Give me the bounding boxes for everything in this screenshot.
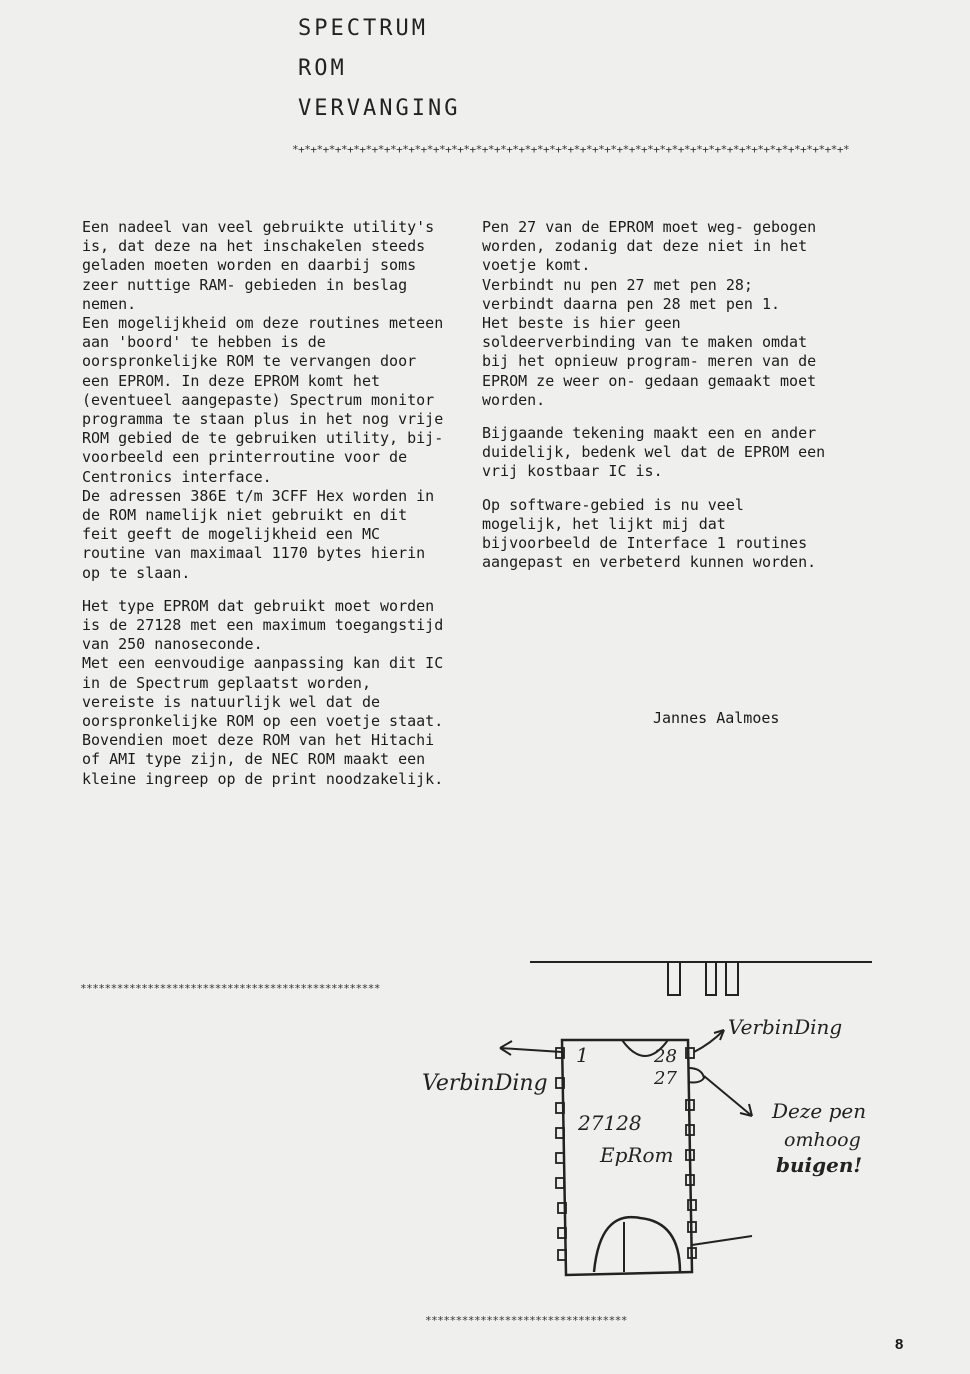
right-paragraph: Op software-gebied is nu veel mogelijk, het lijkt mij dat bijvoorbeeld de Interface 1 routines aangepast en verbeterd kunnen worden. <box>482 495 817 572</box>
pin-27-label: 27 <box>654 1068 677 1089</box>
separator-top: *+*+*+*+*+*+*+*+*+*+*+*+*+*+*+*+*+*+*+*+*+*+*+*+*+*+*+*+*+*+*+*+*+*+*+*+*+*+*+*+*+*+*+*+*+* <box>292 143 850 156</box>
pin-1-label: 1 <box>576 1043 589 1067</box>
note-line-2: omhoog <box>784 1129 861 1151</box>
title-line-2: ROM <box>298 56 347 81</box>
page-number: 8 <box>895 1336 904 1353</box>
author-signature: Jannes Aalmoes <box>653 709 780 727</box>
left-paragraph: De adressen 386E t/m 3CFF Hex worden in de ROM namelijk niet gebruikt en dit feit geeft de mogelijkheid een MC routine van maximaal 1170 bytes hierin op te slaan. <box>82 486 444 582</box>
right-paragraph: Bijgaande tekening maakt een en ander duidelijk, bedenk wel dat de EPROM een vrij kostbaar IC is. <box>482 424 835 481</box>
pin-28-label: 28 <box>654 1046 677 1067</box>
left-paragraph: Het type EPROM dat gebruikt moet worden is de 27128 met een maximum toegangstijd van 250 nanoseconde. <box>82 596 453 654</box>
right-paragraph: Pen 27 van de EPROM moet weg- gebogen worden, zodanig dat deze niet in het voetje komt. <box>482 218 826 275</box>
right-paragraph: Het beste is hier geen soldeerverbinding van te maken omdat bij het opnieuw program- meren van de EPROM ze weer on- gedaan gemaakt moet worden. <box>482 314 826 409</box>
chip-name-label: EpRom <box>600 1143 674 1167</box>
separator-bottom: ********************************* <box>425 1314 628 1327</box>
chip-number-label: 27128 <box>578 1111 642 1135</box>
title-line-3: VERVANGING <box>298 96 461 121</box>
right-paragraph: Verbindt nu pen 27 met pen 28; verbindt daarna pen 28 met pen 1. <box>482 275 781 313</box>
label-verbinding-left: VerbinDing <box>422 1071 548 1096</box>
left-paragraph: Een nadeel van veel gebruikte utility's is, dat deze na het inschakelen steeds geladen moeten worden en daarbij soms zeer nuttige RAM- gebieden in beslag nemen. <box>82 218 444 313</box>
left-paragraph: Een mogelijkheid om deze routines meteen aan 'boord' te hebben is de oorspronkelijke ROM te vervangen door een EPROM. In deze EPROM komt het (eventueel aangepaste) Spectrum monitor programma te staan plus in het nog vrije ROM gebied de te gebruiken utility, bij- voorbeeld een printerroutine voor de Centronics interface. <box>82 314 453 486</box>
left-paragraph: Bovendien moet deze ROM van het Hitachi of AMI type zijn, de NEC ROM maakt een kleine ingreep op de print noodzakelijk. <box>82 731 444 788</box>
chip-pins-left <box>556 1048 566 1260</box>
label-verbinding-right: VerbinDing <box>728 1015 843 1039</box>
left-paragraph: Met een eenvoudige aanpassing kan dit IC in de Spectrum geplaatst worden, vereiste is natuurlijk wel dat de oorspronkelijke ROM op een voetje staat. <box>82 654 453 731</box>
separator-mid: ************************************************* <box>80 982 381 995</box>
note-line-3: buigen! <box>776 1153 863 1177</box>
note-line-1: Deze pen <box>772 1099 867 1123</box>
socket-pins <box>668 962 738 995</box>
title-line-1: SPECTRUM <box>298 16 428 41</box>
